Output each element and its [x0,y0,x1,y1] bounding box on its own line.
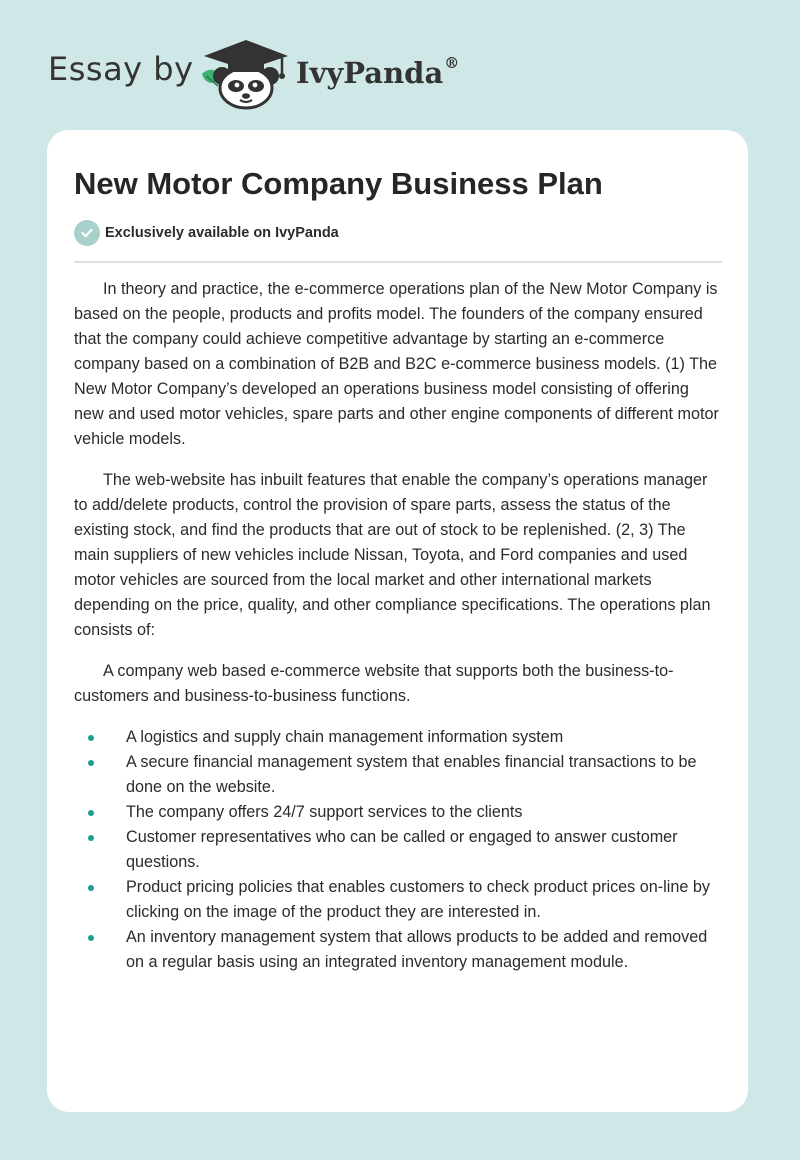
list-item [74,725,722,750]
list-item-text: The company offers 24/7 support services to the clients [126,803,523,821]
paragraph: The web-website has inbuilt features that enable the company’s operations manager to add/delete products, control the provision of spare parts, assess the status of the existing stock, and find the products that are out of stock to be replenished. (2, 3) The main suppliers of new vehicles include Nissan, Toyota, and Ford companies and used motor vehicles are sourced from the local market and other international markets depending on the price, quality, and other compliance specifications. The operations plan consists of: [74,471,711,639]
site-header [0,0,800,130]
list-item [74,925,722,975]
list-item-text: Product pricing policies that enables customers to check product prices on-line by clicking on the image of the product they are interested in. [126,878,710,921]
list-item-text: A logistics and supply chain management information system [126,728,564,746]
operations-plan-list [74,725,722,975]
bullet-dot-icon [88,935,94,941]
bullet-dot-icon [88,810,94,816]
bullet-dot-icon [88,760,94,766]
list-item-text: Customer representatives who can be called or engaged to answer customer questions. [126,828,678,871]
check-icon [74,220,100,246]
bullet-dot-icon [88,885,94,891]
panda-graduation-cap-icon[interactable] [198,36,294,110]
essay-card [47,130,748,1112]
essay-by-label: Essay by [48,50,194,88]
list-item-text: A secure financial management system that enables financial transactions to be done on the website. [126,753,697,796]
list-item [74,800,722,825]
exclusive-badge [74,220,339,246]
registered-mark: ® [444,54,460,73]
brand-text: IvyPanda [296,56,444,90]
list-item [74,875,722,925]
list-item [74,750,722,800]
paragraph: In theory and practice, the e-commerce operations plan of the New Motor Company is based on the people, products and profits model. The founders of the company ensured that the company could achieve competitive advantage by starting an e-commerce company based on a combination of B2B and B2C e-commerce business models. (1) The New Motor Company’s developed an operations business model consisting of offering new and used motor vehicles, spare parts and other engine components of different motor vehicle models. [74,280,719,448]
list-item [74,825,722,875]
paragraph: A company web based e-commerce website that supports both the business-to-customers and business-to-business functions. [74,662,674,705]
essay-body [74,277,722,975]
list-item-text: An inventory management system that allows products to be added and removed on a regular basis using an integrated inventory management module. [126,928,708,971]
badge-label: Exclusively available on IvyPanda [105,225,339,241]
title-divider [74,261,722,263]
page-title: New Motor Company Business Plan [74,166,603,201]
brand-name[interactable] [296,56,459,90]
bullet-dot-icon [88,735,94,741]
bullet-dot-icon [88,835,94,841]
